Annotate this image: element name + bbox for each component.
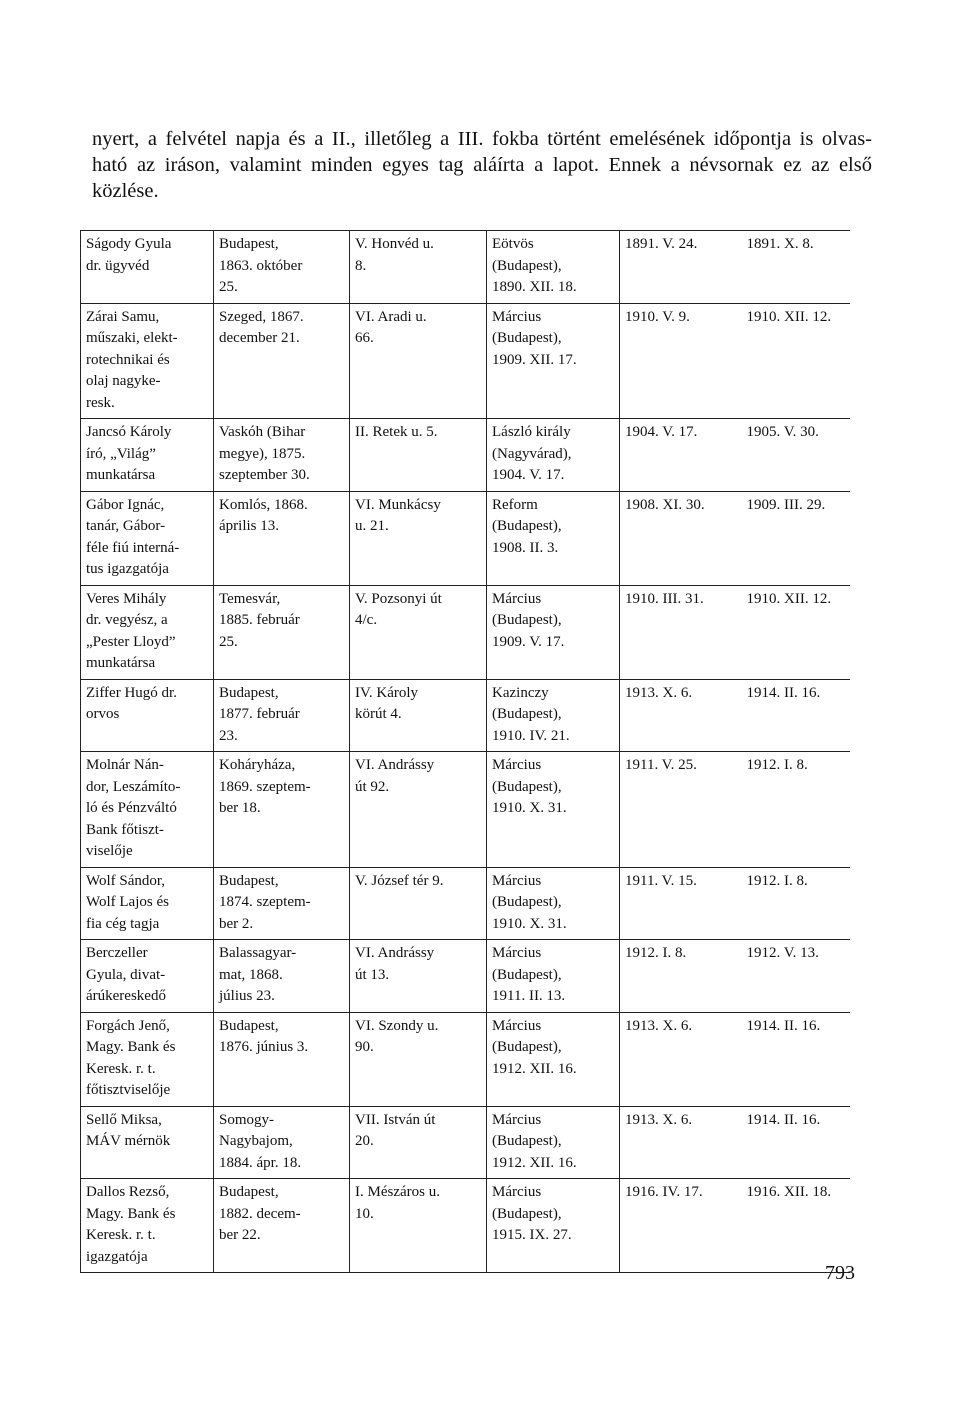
cell-line: 1911. II. 13. bbox=[492, 988, 566, 1004]
cell-line: Budapest, bbox=[219, 684, 279, 701]
member-name-cell bbox=[81, 752, 214, 868]
table-row bbox=[81, 231, 850, 304]
cell-line: Bank főtiszt- bbox=[86, 821, 164, 838]
cell-line: Balassagyar- bbox=[219, 945, 297, 961]
cell-line: ber 22. bbox=[219, 1227, 261, 1243]
address-cell bbox=[350, 419, 487, 492]
table-row bbox=[81, 1106, 850, 1179]
birth-cell bbox=[214, 585, 350, 679]
cell-line: I. Mészáros u. bbox=[355, 1184, 440, 1200]
cell-line: Budapest, bbox=[219, 872, 279, 889]
lodge-cell bbox=[487, 491, 620, 585]
table-row bbox=[81, 419, 850, 492]
cell-line: Szeged, 1867. bbox=[219, 308, 304, 325]
table-row bbox=[81, 940, 850, 1013]
birth-cell bbox=[214, 867, 350, 940]
table-row bbox=[81, 752, 850, 868]
cell-line: 1911. V. 15. bbox=[625, 872, 697, 889]
intro-line: ható az iráson, valamint minden egyes tag aláírta a lapot. Ennek a névsornak ez az első bbox=[92, 154, 872, 176]
cell-line: 1913. X. 6. bbox=[625, 1017, 693, 1034]
cell-line: 1912. V. 13. bbox=[746, 945, 819, 961]
cell-line: Gyula, divat- bbox=[86, 966, 166, 983]
cell-line: ber 18. bbox=[219, 800, 261, 816]
cell-line: II. Retek u. 5. bbox=[355, 424, 438, 440]
cell-line: 20. bbox=[355, 1133, 374, 1149]
cell-line: (Budapest), bbox=[492, 257, 562, 274]
lodge-cell bbox=[487, 752, 620, 868]
member-name-cell bbox=[81, 419, 214, 492]
lodge-cell bbox=[487, 1012, 620, 1106]
cell-line: 1914. II. 16. bbox=[746, 1111, 821, 1128]
cell-line: Wolf Sándor, bbox=[86, 872, 166, 889]
cell-line: 1909. III. 29. bbox=[746, 496, 826, 513]
table-body bbox=[81, 231, 850, 1273]
birth-cell bbox=[214, 419, 350, 492]
member-name-cell bbox=[81, 303, 214, 419]
cell-line: munkatársa bbox=[86, 655, 156, 671]
lodge-cell bbox=[487, 1106, 620, 1179]
cell-line: (Budapest), bbox=[492, 1133, 562, 1149]
cell-line: szeptember 30. bbox=[219, 467, 310, 483]
cell-line: Ságody Gyula bbox=[86, 236, 172, 252]
cell-line: 1910. X. 31. bbox=[492, 915, 567, 932]
third-degree-date-cell bbox=[742, 419, 850, 492]
page-number: 793 bbox=[825, 1262, 855, 1284]
member-name-cell bbox=[81, 1012, 214, 1106]
cell-line: u. 21. bbox=[355, 518, 389, 534]
cell-line: dr. ügyvéd bbox=[86, 257, 150, 274]
member-name-cell bbox=[81, 940, 214, 1013]
cell-line: munkatársa bbox=[86, 467, 156, 483]
cell-line: 1904. V. 17. bbox=[625, 424, 698, 440]
cell-line: tanár, Gábor- bbox=[86, 518, 166, 534]
cell-line: 1909. V. 17. bbox=[492, 633, 565, 650]
cell-line: mat, 1868. bbox=[219, 966, 283, 983]
cell-line: 1908. XI. 30. bbox=[625, 496, 705, 513]
cell-line: 1916. XII. 18. bbox=[746, 1184, 832, 1200]
cell-line: orvos bbox=[86, 706, 120, 722]
cell-line: (Budapest), bbox=[492, 1205, 562, 1222]
third-degree-date-cell bbox=[742, 231, 850, 304]
cell-line: V. Pozsonyi út bbox=[355, 590, 442, 607]
cell-line: igazgatója bbox=[86, 1248, 148, 1265]
cell-line: (Budapest), bbox=[492, 330, 562, 346]
cell-line: Temesvár, bbox=[219, 590, 281, 607]
birth-cell bbox=[214, 231, 350, 304]
second-degree-date-cell bbox=[620, 679, 742, 752]
cell-line: 66. bbox=[355, 330, 374, 346]
cell-line: Kazinczy bbox=[492, 684, 549, 701]
address-cell bbox=[350, 585, 487, 679]
cell-line: december 21. bbox=[219, 330, 300, 346]
cell-line: VI. Szondy u. bbox=[355, 1017, 439, 1034]
cell-line: 1912. XII. 16. bbox=[492, 1154, 577, 1171]
third-degree-date-cell bbox=[742, 303, 850, 419]
cell-line: MÁV mérnök bbox=[86, 1133, 171, 1149]
second-degree-date-cell bbox=[620, 1179, 742, 1273]
cell-line: 1882. decem- bbox=[219, 1205, 301, 1222]
birth-cell bbox=[214, 1179, 350, 1273]
table-row bbox=[81, 1179, 850, 1273]
cell-line: V. Honvéd u. bbox=[355, 236, 434, 252]
second-degree-date-cell bbox=[620, 419, 742, 492]
cell-line: 1912. I. 8. bbox=[625, 945, 687, 961]
member-name-cell bbox=[81, 231, 214, 304]
cell-line: féle fiú interná- bbox=[86, 539, 180, 556]
cell-line: 1909. XII. 17. bbox=[492, 351, 577, 368]
cell-line: 1891. V. 24. bbox=[625, 236, 698, 252]
cell-line: 1905. V. 30. bbox=[746, 424, 819, 440]
second-degree-date-cell bbox=[620, 1106, 742, 1179]
cell-line: 1891. X. 8. bbox=[746, 236, 814, 252]
cell-line: Budapest, bbox=[219, 1184, 279, 1200]
second-degree-date-cell bbox=[620, 585, 742, 679]
cell-line: Magy. Bank és bbox=[86, 1205, 176, 1222]
table-row bbox=[81, 1012, 850, 1106]
cell-line: Keresk. r. t. bbox=[86, 1227, 156, 1243]
second-degree-date-cell bbox=[620, 491, 742, 585]
cell-line: 1910. III. 31. bbox=[625, 590, 704, 607]
second-degree-date-cell bbox=[620, 752, 742, 868]
cell-line: fia cég tagja bbox=[86, 915, 160, 932]
cell-line: (Budapest), bbox=[492, 706, 562, 722]
cell-line: Forgách Jenő, bbox=[86, 1017, 170, 1034]
cell-line: 1904. V. 17. bbox=[492, 467, 565, 483]
table-row bbox=[81, 679, 850, 752]
cell-line: műszaki, elekt- bbox=[86, 330, 178, 346]
cell-line: 1912. I. 8. bbox=[746, 757, 808, 773]
cell-line: Dallos Rezső, bbox=[86, 1184, 170, 1200]
birth-cell bbox=[214, 303, 350, 419]
address-cell bbox=[350, 1179, 487, 1273]
member-name-cell bbox=[81, 491, 214, 585]
cell-line: április 13. bbox=[219, 518, 279, 534]
cell-line: IV. Károly bbox=[355, 684, 419, 701]
birth-cell bbox=[214, 491, 350, 585]
cell-line: ló és Pénzváltó bbox=[86, 800, 177, 816]
birth-cell bbox=[214, 679, 350, 752]
cell-line: Március bbox=[492, 872, 542, 889]
cell-line: 1913. X. 6. bbox=[625, 1111, 693, 1128]
cell-line: tus igazgatója bbox=[86, 561, 169, 577]
lodge-cell bbox=[487, 1179, 620, 1273]
birth-cell bbox=[214, 940, 350, 1013]
second-degree-date-cell bbox=[620, 940, 742, 1013]
cell-line: árúkereskedő bbox=[86, 988, 166, 1004]
intro-line: közlése. bbox=[92, 180, 159, 202]
cell-line: ber 2. bbox=[219, 915, 254, 932]
lodge-cell bbox=[487, 679, 620, 752]
cell-line: Eötvös bbox=[492, 236, 534, 252]
cell-line: Március bbox=[492, 1184, 542, 1200]
member-name-cell bbox=[81, 1106, 214, 1179]
lodge-cell bbox=[487, 940, 620, 1013]
cell-line: 1877. február bbox=[219, 706, 300, 722]
cell-line: 1911. V. 25. bbox=[625, 757, 697, 773]
cell-line: (Budapest), bbox=[492, 1039, 562, 1055]
cell-line: Budapest, bbox=[219, 236, 279, 252]
cell-line: Keresk. r. t. bbox=[86, 1060, 156, 1077]
cell-line: dr. vegyész, a bbox=[86, 612, 168, 628]
cell-line: rotechnikai és bbox=[86, 351, 170, 368]
third-degree-date-cell bbox=[742, 1012, 850, 1106]
cell-line: VI. Andrássy bbox=[355, 945, 435, 961]
cell-line: dor, Leszámíto- bbox=[86, 778, 181, 795]
third-degree-date-cell bbox=[742, 1179, 850, 1273]
third-degree-date-cell bbox=[742, 752, 850, 868]
cell-line: körút 4. bbox=[355, 706, 402, 722]
cell-line: Március bbox=[492, 1017, 542, 1034]
cell-line: 1912. XII. 16. bbox=[492, 1060, 577, 1077]
third-degree-date-cell bbox=[742, 867, 850, 940]
cell-line: olaj nagyke- bbox=[86, 373, 161, 389]
intro-line: nyert, a felvétel napja és a II., illetőleg a III. fokba történt emelésének időpontja is olvas- bbox=[92, 128, 872, 150]
cell-line: 1910. IV. 21. bbox=[492, 727, 570, 744]
address-cell bbox=[350, 867, 487, 940]
cell-line: (Budapest), bbox=[492, 612, 562, 628]
cell-line: 1910. V. 9. bbox=[625, 308, 690, 325]
birth-cell bbox=[214, 1106, 350, 1179]
third-degree-date-cell bbox=[742, 679, 850, 752]
cell-line: Jancsó Károly bbox=[86, 424, 172, 440]
cell-line: 23. bbox=[219, 727, 238, 744]
address-cell bbox=[350, 940, 487, 1013]
cell-line: 1910. X. 31. bbox=[492, 800, 567, 816]
address-cell bbox=[350, 491, 487, 585]
cell-line: VII. István út bbox=[355, 1111, 436, 1128]
cell-line: Március bbox=[492, 1111, 542, 1128]
cell-line: 1874. szeptem- bbox=[219, 894, 311, 910]
cell-line: 1914. II. 16. bbox=[746, 684, 821, 701]
cell-line: Veres Mihály bbox=[86, 590, 167, 607]
address-cell bbox=[350, 752, 487, 868]
cell-line: 1915. IX. 27. bbox=[492, 1227, 572, 1243]
cell-line: (Budapest), bbox=[492, 778, 562, 795]
third-degree-date-cell bbox=[742, 1106, 850, 1179]
cell-line: 1876. június 3. bbox=[219, 1039, 309, 1055]
cell-line: (Nagyvárad), bbox=[492, 445, 572, 462]
cell-line: László király bbox=[492, 424, 571, 440]
second-degree-date-cell bbox=[620, 1012, 742, 1106]
cell-line: (Budapest), bbox=[492, 518, 562, 534]
cell-line: VI. Munkácsy bbox=[355, 496, 441, 513]
cell-line: főtisztviselője bbox=[86, 1082, 171, 1098]
third-degree-date-cell bbox=[742, 585, 850, 679]
cell-line: 1912. I. 8. bbox=[746, 872, 808, 889]
cell-line: 1914. II. 16. bbox=[746, 1017, 821, 1034]
second-degree-date-cell bbox=[620, 231, 742, 304]
cell-line: (Budapest), bbox=[492, 966, 562, 983]
address-cell bbox=[350, 303, 487, 419]
member-name-cell bbox=[81, 867, 214, 940]
member-name-cell bbox=[81, 585, 214, 679]
cell-line: viselője bbox=[86, 843, 133, 859]
lodge-cell bbox=[487, 585, 620, 679]
cell-line: Március bbox=[492, 308, 542, 325]
cell-line: 1908. II. 3. bbox=[492, 539, 559, 556]
cell-line: út 92. bbox=[355, 778, 390, 795]
cell-line: Berczeller bbox=[86, 945, 148, 961]
cell-line: Magy. Bank és bbox=[86, 1039, 176, 1055]
member-name-cell bbox=[81, 1179, 214, 1273]
cell-line: Komlós, 1868. bbox=[219, 496, 308, 513]
member-name-cell bbox=[81, 679, 214, 752]
cell-line: „Pester Lloyd” bbox=[86, 633, 176, 650]
cell-line: Budapest, bbox=[219, 1017, 279, 1034]
birth-cell bbox=[214, 1012, 350, 1106]
cell-line: 90. bbox=[355, 1039, 374, 1055]
cell-line: Koháryháza, bbox=[219, 757, 296, 773]
cell-line: 1916. IV. 17. bbox=[625, 1184, 703, 1200]
membership-table bbox=[80, 230, 850, 1273]
address-cell bbox=[350, 1012, 487, 1106]
cell-line: Március bbox=[492, 757, 542, 773]
cell-line: 25. bbox=[219, 633, 238, 650]
second-degree-date-cell bbox=[620, 303, 742, 419]
address-cell bbox=[350, 1106, 487, 1179]
lodge-cell bbox=[487, 303, 620, 419]
cell-line: Ziffer Hugó dr. bbox=[86, 684, 177, 701]
cell-line: 10. bbox=[355, 1205, 374, 1222]
lodge-cell bbox=[487, 867, 620, 940]
third-degree-date-cell bbox=[742, 491, 850, 585]
cell-line: író, „Világ” bbox=[86, 445, 156, 462]
table-row bbox=[81, 491, 850, 585]
cell-line: Zárai Samu, bbox=[86, 308, 160, 325]
cell-line: 1863. október bbox=[219, 257, 303, 274]
cell-line: 4/c. bbox=[355, 612, 378, 628]
cell-line: július 23. bbox=[219, 988, 275, 1004]
table-row bbox=[81, 303, 850, 419]
cell-line: Molnár Nán- bbox=[86, 757, 164, 773]
cell-line: Március bbox=[492, 590, 542, 607]
cell-line: út 13. bbox=[355, 966, 390, 983]
lodge-cell bbox=[487, 419, 620, 492]
cell-line: (Budapest), bbox=[492, 894, 562, 910]
table-row bbox=[81, 585, 850, 679]
cell-line: Somogy- bbox=[219, 1111, 275, 1128]
cell-line: 1913. X. 6. bbox=[625, 684, 693, 701]
cell-line: 1869. szeptem- bbox=[219, 778, 311, 795]
cell-line: V. József tér 9. bbox=[355, 872, 444, 889]
cell-line: resk. bbox=[86, 394, 115, 411]
table-row bbox=[81, 867, 850, 940]
cell-line: Reform bbox=[492, 496, 538, 513]
birth-cell bbox=[214, 752, 350, 868]
cell-line: 1910. XII. 12. bbox=[746, 590, 832, 607]
cell-line: 1910. XII. 12. bbox=[746, 308, 832, 325]
cell-line: megye), 1875. bbox=[219, 445, 306, 462]
cell-line: Március bbox=[492, 945, 542, 961]
cell-line: 1885. február bbox=[219, 612, 300, 628]
cell-line: VI. Aradi u. bbox=[355, 308, 427, 325]
intro-paragraph bbox=[92, 126, 872, 204]
cell-line: 8. bbox=[355, 257, 367, 274]
cell-line: VI. Andrássy bbox=[355, 757, 435, 773]
cell-line: 1890. XII. 18. bbox=[492, 279, 577, 295]
cell-line: Vaskóh (Bihar bbox=[219, 424, 306, 440]
cell-line: Wolf Lajos és bbox=[86, 894, 169, 910]
cell-line: Nagybajom, bbox=[219, 1133, 293, 1149]
third-degree-date-cell bbox=[742, 940, 850, 1013]
cell-line: Gábor Ignác, bbox=[86, 496, 165, 513]
second-degree-date-cell bbox=[620, 867, 742, 940]
address-cell bbox=[350, 679, 487, 752]
cell-line: 25. bbox=[219, 279, 238, 295]
lodge-cell bbox=[487, 231, 620, 304]
cell-line: 1884. ápr. 18. bbox=[219, 1154, 302, 1171]
address-cell bbox=[350, 231, 487, 304]
cell-line: Sellő Miksa, bbox=[86, 1111, 162, 1128]
